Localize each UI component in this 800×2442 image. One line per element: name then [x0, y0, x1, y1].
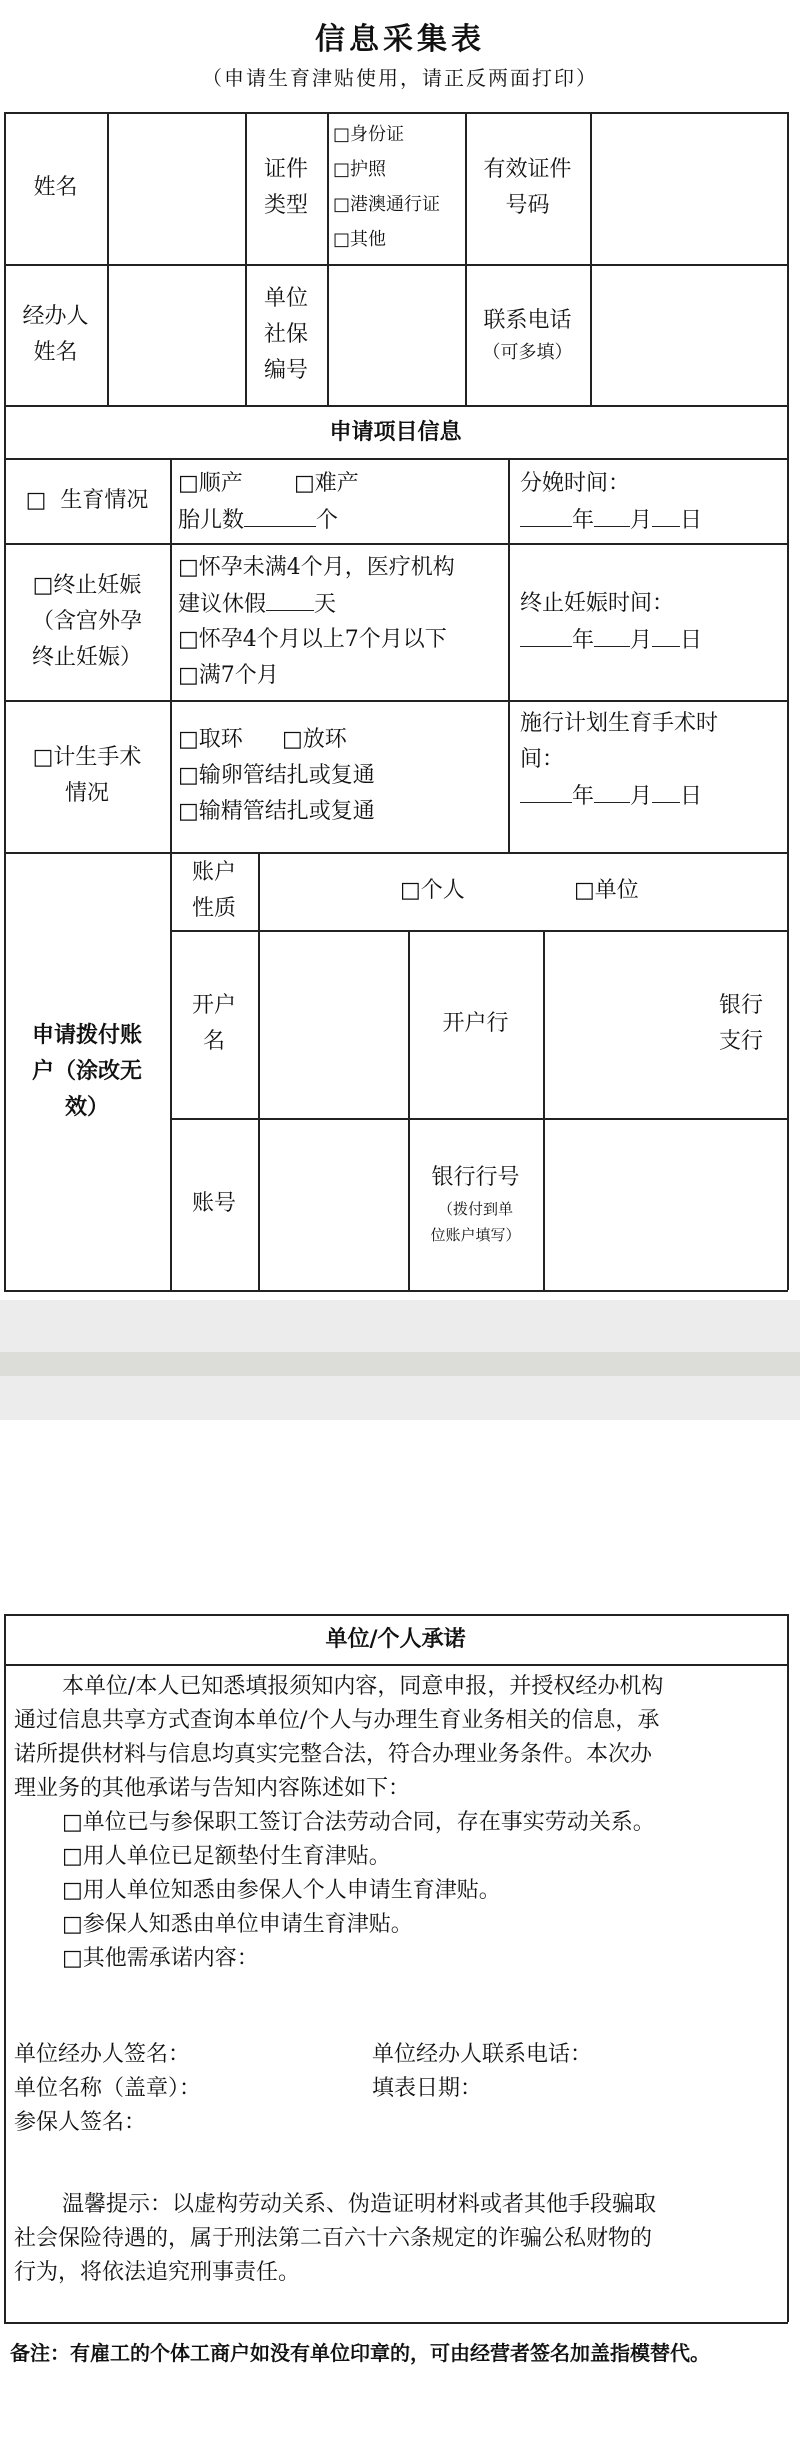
rule	[508, 458, 510, 852]
form-subtitle: （申请生育津贴使用，请正反两面打印）	[202, 66, 598, 90]
id-type-option-label: 身份证	[350, 124, 405, 145]
fetus-count-suffix: 个	[316, 508, 339, 533]
birth-difficult-option[interactable]	[294, 466, 359, 502]
birth-time-label: 分娩时间：	[520, 471, 631, 496]
termination-label-line	[33, 568, 142, 604]
rule	[4, 1664, 788, 1666]
fetus-count-blank[interactable]	[244, 502, 316, 527]
phone-value-cell[interactable]	[590, 264, 787, 405]
id-type-option-label: 港澳通行证	[350, 194, 441, 215]
surgery-label-line: 情况	[64, 781, 109, 806]
warning-line: 温馨提示：以虚构劳动关系、伪造证明材料或者其他手段骗取	[62, 2192, 657, 2217]
commitment-item-label: 用人单位已足额垫付生育津贴。	[82, 1844, 391, 1869]
page-break	[0, 1300, 800, 1420]
birth-label-text: 生育情况	[60, 487, 149, 513]
unit-name-stamp-label: 单位名称（盖章）：	[14, 2076, 202, 2101]
unit-label-line: 单位	[263, 285, 308, 311]
insured-signature-label: 参保人签名：	[14, 2110, 147, 2135]
account-personal-option[interactable]	[400, 873, 465, 909]
birth-natural-label: 顺产	[198, 471, 243, 496]
handler-name-label	[4, 264, 107, 405]
birth-difficult-label: 难产	[314, 471, 359, 496]
surgery-time-label-line: 施行计划生育手术时	[520, 711, 719, 736]
rule	[787, 112, 789, 1290]
page-break-band	[0, 1352, 800, 1376]
bank-code-label-text: 银行行号	[431, 1165, 520, 1190]
id-type-option-label: 护照	[350, 159, 387, 180]
account-holder-label-line: 名	[202, 1029, 225, 1054]
account-nature-label-line: 性质	[191, 896, 236, 921]
commitment-intro-line: 诺所提供材料与信息均真实完整合法，符合办理业务条件。本次办	[14, 1742, 653, 1767]
account-holder-label-line: 开户	[191, 993, 236, 1018]
birth-date-line[interactable]: 年 月 日	[520, 502, 702, 539]
termination-option-under4[interactable]	[178, 550, 455, 586]
form-title: 信息采集表	[315, 22, 485, 57]
id-type-label-line: 证件	[263, 157, 308, 182]
account-label	[4, 852, 170, 1290]
handler-signature-label: 单位经办人签名：	[14, 2042, 191, 2067]
commitment-intro-line: 理业务的其他承诺与告知内容陈述如下：	[14, 1776, 411, 1801]
account-holder-label	[170, 930, 258, 1118]
account-label-line: 户（涂改无	[31, 1058, 142, 1084]
rule	[258, 852, 260, 930]
bank-branch-cell[interactable]	[543, 930, 787, 1118]
warning-line: 行为，将依法追究刑事责任。	[14, 2260, 301, 2285]
termination-option-full7[interactable]	[178, 658, 279, 694]
phone-label-note: （可多填）	[482, 341, 573, 363]
phone-label	[465, 264, 590, 405]
surgery-checkbox[interactable]	[33, 745, 54, 770]
phone-label-text: 联系电话	[483, 307, 572, 333]
surgery-option-label: 放环	[302, 727, 347, 752]
commitment-item-label: 参保人知悉由单位申请生育津贴。	[82, 1912, 413, 1937]
commitment-item-personal-apply[interactable]	[62, 1874, 501, 1908]
rule	[787, 1614, 789, 2322]
surgery-option-oviduct[interactable]	[178, 758, 375, 794]
bank-label: 开户行	[442, 1011, 509, 1036]
leave-days-line	[178, 586, 336, 623]
leave-days-prefix: 建议休假	[178, 592, 267, 617]
section-application-header: 申请项目信息	[329, 418, 462, 445]
surgery-label-text: 计生手术	[53, 745, 142, 770]
surgery-option-label: 输卵管结扎或复通	[198, 763, 375, 788]
id-number-label-line: 号码	[505, 193, 550, 218]
commitment-item-contract[interactable]	[62, 1806, 655, 1840]
fetus-count-line	[178, 502, 338, 539]
surgery-label	[4, 700, 170, 852]
surgery-option-remove-ring[interactable]	[178, 722, 243, 758]
bank-code-value-cell[interactable]	[543, 1118, 787, 1290]
commitment-item-label: 单位已与参保职工签订合法劳动合同，存在事实劳动关系。	[82, 1810, 655, 1835]
id-number-label-line: 有效证件	[483, 157, 572, 182]
id-type-label	[245, 112, 327, 264]
handler-name-label-line: 姓名	[33, 339, 78, 365]
id-type-option-other[interactable]	[333, 223, 386, 256]
handler-phone-label: 单位经办人联系电话：	[372, 2042, 593, 2067]
surgery-option-insert-ring[interactable]	[282, 722, 347, 758]
commitment-item-other[interactable]	[62, 1942, 259, 1976]
commitment-item-unit-apply[interactable]	[62, 1908, 413, 1942]
birth-natural-option[interactable]	[178, 466, 243, 502]
fetus-count-prefix: 胎儿数	[178, 508, 245, 533]
name-value-cell[interactable]	[107, 112, 245, 264]
surgery-option-label: 输精管结扎或复通	[198, 799, 375, 824]
surgery-date-line[interactable]: 年 月 日	[520, 778, 702, 815]
name-label: 姓名	[33, 175, 78, 200]
account-holder-value-cell[interactable]	[258, 930, 408, 1118]
surgery-label-line	[33, 740, 142, 776]
rule	[4, 1614, 6, 2322]
id-number-label	[465, 112, 590, 264]
bank-code-label	[408, 1118, 543, 1290]
rule	[4, 1290, 788, 1292]
unit-label-line: 社保	[263, 321, 308, 347]
id-type-option-label: 其他	[350, 229, 387, 250]
termination-label-line: （含宫外孕	[31, 608, 142, 634]
surgery-option-label: 取环	[198, 727, 243, 752]
commitment-intro-line: 本单位/本人已知悉填报须知内容，同意申报，并授权经办机构	[62, 1674, 664, 1699]
unit-label-line: 编号	[263, 357, 308, 383]
birth-checkbox[interactable]	[26, 483, 47, 519]
commitment-intro-line: 通过信息共享方式查询本单位/个人与办理生育业务相关的信息，承	[14, 1708, 660, 1733]
account-number-value-cell[interactable]	[258, 1118, 408, 1290]
unit-insurance-number-value-cell[interactable]	[327, 264, 465, 405]
leave-days-blank[interactable]	[266, 586, 314, 611]
bank-code-note: 位账户填写）	[430, 1226, 521, 1244]
surgery-option-vas[interactable]	[178, 794, 375, 830]
unit-insurance-number-label	[245, 264, 327, 405]
account-nature-label	[170, 852, 258, 930]
account-label-line: 申请拨付账	[31, 1022, 142, 1048]
footnote: 备注：有雇工的个体工商户如没有单位印章的，可由经营者签名加盖指模替代。	[10, 2341, 710, 2365]
warning-line: 社会保险待遇的，属于刑法第二百六十六条规定的诈骗公私财物的	[14, 2226, 653, 2251]
termination-option-label: 怀孕未满4个月，医疗机构	[198, 555, 455, 580]
bank-branch-label-line: 支行	[718, 1029, 763, 1054]
id-type-option-hkmo[interactable]	[333, 188, 440, 221]
handler-name-value-cell[interactable]	[107, 264, 245, 405]
termination-label-line: 终止妊娠）	[31, 644, 142, 670]
id-type-option-idcard[interactable]	[333, 118, 404, 151]
termination-option-label: 满7个月	[198, 663, 279, 688]
account-personal-label: 个人	[420, 878, 465, 903]
termination-time-label: 终止妊娠时间：	[520, 591, 675, 616]
id-type-option-passport[interactable]	[333, 153, 386, 186]
form-page-back	[0, 1420, 800, 2442]
birth-label	[4, 458, 170, 543]
bank-branch-label-line: 银行	[718, 993, 763, 1018]
leave-days-suffix: 天	[314, 592, 337, 617]
account-unit-label: 单位	[594, 878, 639, 903]
id-type-label-line: 类型	[263, 193, 308, 218]
termination-date-line[interactable]: 年 月 日	[520, 622, 702, 659]
rule	[4, 2322, 788, 2324]
termination-option-4to7[interactable]	[178, 622, 447, 658]
handler-name-label-line: 经办人	[22, 303, 89, 329]
account-unit-option[interactable]	[574, 873, 639, 909]
account-nature-label-line: 账户	[191, 860, 236, 885]
account-number-label: 账号	[191, 1191, 236, 1216]
termination-option-label: 怀孕4个月以上7个月以下	[198, 627, 447, 652]
fill-date-label: 填表日期：	[372, 2076, 483, 2101]
termination-label-text: 终止妊娠	[53, 572, 142, 598]
bank-code-note: （拨付到单	[437, 1200, 513, 1218]
surgery-time-label-line: 间：	[520, 747, 565, 772]
termination-checkbox[interactable]	[33, 573, 54, 598]
commitment-item-advance[interactable]	[62, 1840, 391, 1874]
termination-label	[4, 543, 170, 700]
commitment-item-label: 用人单位知悉由参保人个人申请生育津贴。	[82, 1878, 501, 1903]
commitment-item-label: 其他需承诺内容：	[82, 1946, 259, 1971]
id-number-value-cell[interactable]	[590, 112, 787, 264]
account-label-line: 效）	[64, 1094, 109, 1120]
commitment-title: 单位/个人承诺	[325, 1626, 466, 1652]
